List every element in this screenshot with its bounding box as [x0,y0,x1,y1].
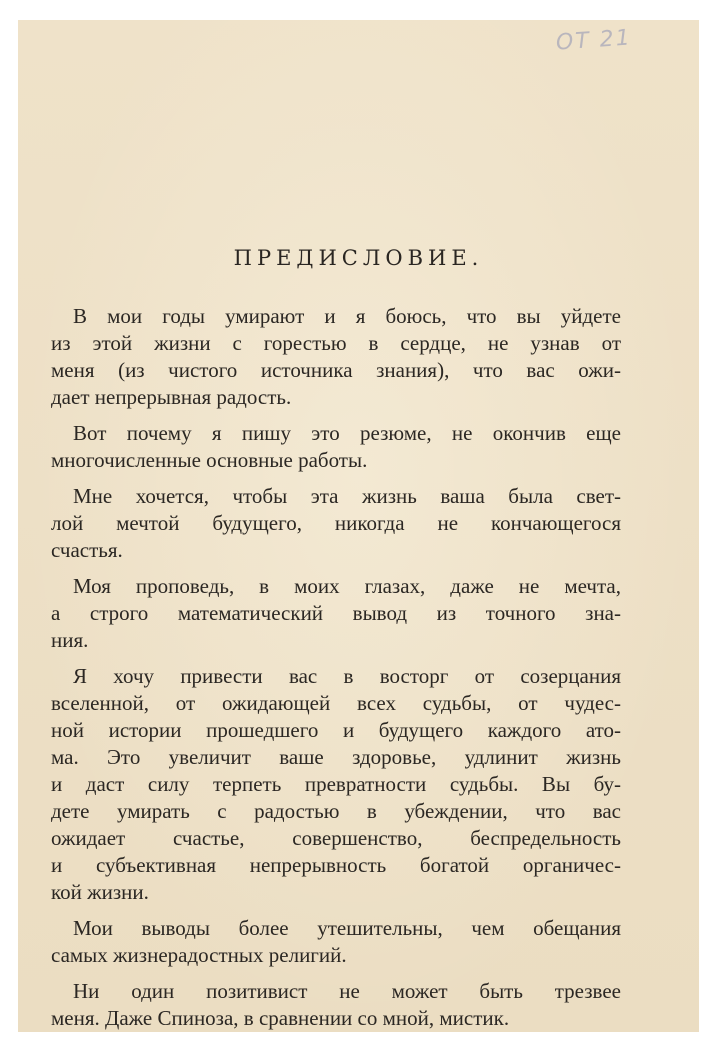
text-line: Ни один позитивист не может быть трезвее [73,978,621,1003]
text-line: многочисленные основные работы. [51,448,368,473]
text-line: Мои выводы более утешительны, чем обещания [73,916,621,941]
text-line: а строго математический вывод из точного зна- [51,600,621,625]
text-line: ния. [51,627,89,652]
text-line: меня. Даже Спиноза, в сравнении со мной, мистик. [51,1006,510,1030]
text-line: Мне хочется, чтобы эта жизнь ваша была свет- [73,483,621,508]
text-line: счастья. [51,538,123,562]
text-line: ожидает счастье, совершенство, беспредельность [51,826,621,851]
text-line: дете умирать с радостью в убеждении, что вас [51,799,621,824]
text-line: и субъективная непрерывность богатой органичес- [51,853,621,878]
text-line: ма. Это увеличит ваше здоровье, удлинит жизнь [51,744,621,769]
text-line: кой жизни. [51,880,149,905]
text-line: меня (из чистого источника знания), что вас ожи- [51,358,621,383]
text-line: Я хочу привести вас в восторг от созерцания [73,663,621,688]
text-line: вселенной, от ожидающей всех судьбы, от чудес- [51,690,621,715]
text-line: и даст силу терпеть превратности судьбы. Вы бу- [51,772,621,796]
handwritten-page-mark: ОТ 21 [555,25,633,56]
text-line: самых жизнерадостных религий. [51,943,347,968]
text-line: В мои годы умирают и я боюсь, что вы уйдете [73,304,621,328]
page-title: ПРЕДИСЛОВИЕ. [233,246,484,270]
text-line: Моя проповедь, в моих глазах, даже не мечта, [73,573,621,598]
text-line: лой мечтой будущего, никогда не кончающегося [51,510,621,535]
text-line: из этой жизни с горестью в сердце, не узнав от [51,331,621,356]
text-line: Вот почему я пишу это резюме, не окончив еще [73,421,621,445]
text-line: дает непрерывная радость. [51,385,292,410]
book-page [18,20,699,1032]
text-line: ной истории прошедшего и будущего каждого ато- [51,717,621,742]
